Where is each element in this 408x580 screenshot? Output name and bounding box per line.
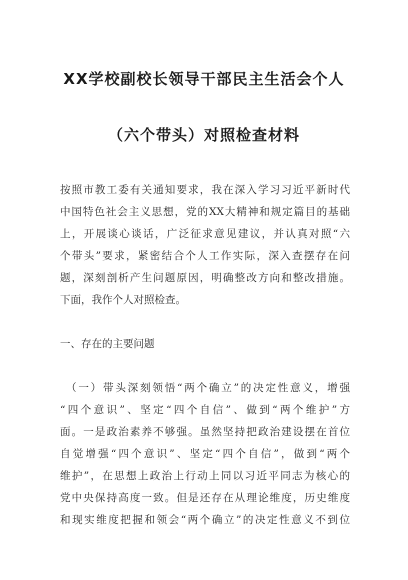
subsection-line: 维护”，在思想上政治上行动上同以习近平同志为核心的 [60,470,350,482]
intro-line: 个带头”要求，紧密结合个人工作实际，深入查摆存在问 [60,250,350,262]
subsection-line: 党中央保持高度一致。但是还存在从理论维度，历史维度 [60,492,350,504]
subsection-line: 和现实维度把握和领会“两个确立”的决定性意义不到位 [60,514,350,526]
document-title-line-1: XX学校副校长领导干部民主生活会个人 [63,70,345,88]
intro-line: 题，深刻剖析产生问题原因，明确整改方向和整改措施。 [60,272,350,284]
intro-line: 上，开展谈心谈话，广泛征求意见建议，并认真对照“六 [60,228,350,240]
intro-line: 下面，我作个人对照检查。 [60,294,186,306]
subsection-line: （一）带头深刻领悟“两个确立”的决定性意义，增强 [66,382,350,394]
intro-line: 按照市教工委有关通知要求，我在深入学习习近平新时代 [60,184,350,196]
subsection-line: 面。一是政治素养不够强。虽然坚持把政治建设摆在首位 [60,426,350,438]
section-heading: 一、存在的主要问题 [60,338,155,350]
subsection-line: “四个意识”、坚定“四个自信”、做到“两个维护”方 [60,404,350,416]
intro-line: 中国特色社会主义思想，党的XX大精神和规定篇目的基础 [60,206,350,218]
document-title-line-2: （六个带头）对照检查材料 [107,126,300,144]
subsection-line: 自觉增强“四个意识”、坚定“四个自信”，做到“两个 [60,448,350,460]
